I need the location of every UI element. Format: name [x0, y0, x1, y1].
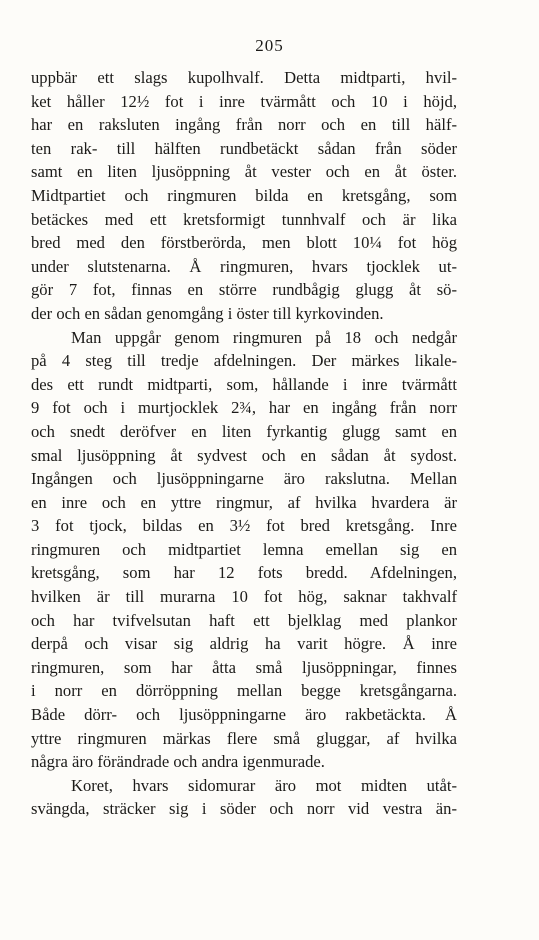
- text-line: ringmuren och midtpartiet lemna emellan sig en: [31, 539, 457, 559]
- text-line: Man uppgår genom ringmuren på 18 och nedgår: [71, 327, 457, 347]
- text-line: uppbär ett slags kupolhvalf. Detta midtparti, hvil-: [31, 68, 457, 87]
- text-line: der och en sådan genomgång i öster till kyrkovinden.: [31, 303, 384, 323]
- text-line: ten rak- till hälften rundbetäckt sådan från söder: [31, 138, 457, 158]
- text-line: en inre och en yttre ringmur, af hvilka hvardera är: [31, 492, 457, 512]
- text-line: samt en liten ljusöppning åt vester och en åt öster.: [31, 162, 457, 182]
- text-line: yttre ringmuren märkas flere små gluggar, af hvilka: [31, 728, 457, 748]
- text-line: smal ljusöppning åt sydvest och en sådan åt sydost.: [31, 445, 457, 465]
- text-line: Ingången och ljusöppningarne äro rakslutna. Mellan: [31, 469, 457, 489]
- text-line: i norr en dörröppning mellan begge kretsgångarna.: [31, 681, 457, 701]
- text-line: Koret, hvars sidomurar äro mot midten utåt-: [71, 775, 457, 795]
- text-line: några äro förändrade och andra igenmurade.: [31, 752, 325, 772]
- text-line: svängda, sträcker sig i söder och norr vid vestra än-: [31, 799, 457, 819]
- text-line: på 4 steg till tredje afdelningen. Der märkes likale-: [31, 351, 457, 371]
- body-text: [31, 66, 457, 821]
- text-line: 9 fot och i murtjocklek 2¾, har en ingång från norr: [31, 398, 457, 418]
- text-line: Både dörr- och ljusöppningarne äro rakbetäckta. Å: [31, 705, 457, 725]
- text-line: ket håller 12½ fot i inre tvärmått och 10 i höjd,: [31, 91, 457, 111]
- text-line: 3 fot tjock, bildas en 3½ fot bred kretsgång. Inre: [31, 516, 457, 536]
- text-line: betäckes med ett kretsformigt tunnhvalf och är lika: [31, 209, 457, 229]
- text-line: hvilken är till murarna 10 fot hög, saknar takhvalf: [31, 587, 457, 607]
- text-line: under slutstenarna. Å ringmuren, hvars tjocklek ut-: [31, 256, 457, 276]
- text-line: Midtpartiet och ringmuren bilda en kretsgång, som: [31, 185, 457, 205]
- text-line: kretsgång, som har 12 fots bredd. Afdelningen,: [31, 563, 457, 583]
- text-line: bred med den förstberörda, men blott 10¼ fot hög: [31, 233, 457, 253]
- text-line: och snedt deröfver en liten fyrkantig glugg samt en: [31, 421, 457, 441]
- text-line: derpå och visar sig aldrig ha varit högre. Å inre: [31, 634, 457, 654]
- text-line: har en raksluten ingång från norr och en till hälf-: [31, 115, 457, 135]
- text-line: gör 7 fot, finnas en större rundbågig glugg åt sö-: [31, 280, 457, 300]
- text-line: ringmuren, som har åtta små ljusöppningar, finnes: [31, 657, 457, 677]
- text-line: des ett rundt midtparti, som, hållande i inre tvärmått: [31, 374, 457, 394]
- page-number: 205: [255, 36, 284, 55]
- text-line: och har tvifvelsutan haft ett bjelklag med plankor: [31, 610, 457, 630]
